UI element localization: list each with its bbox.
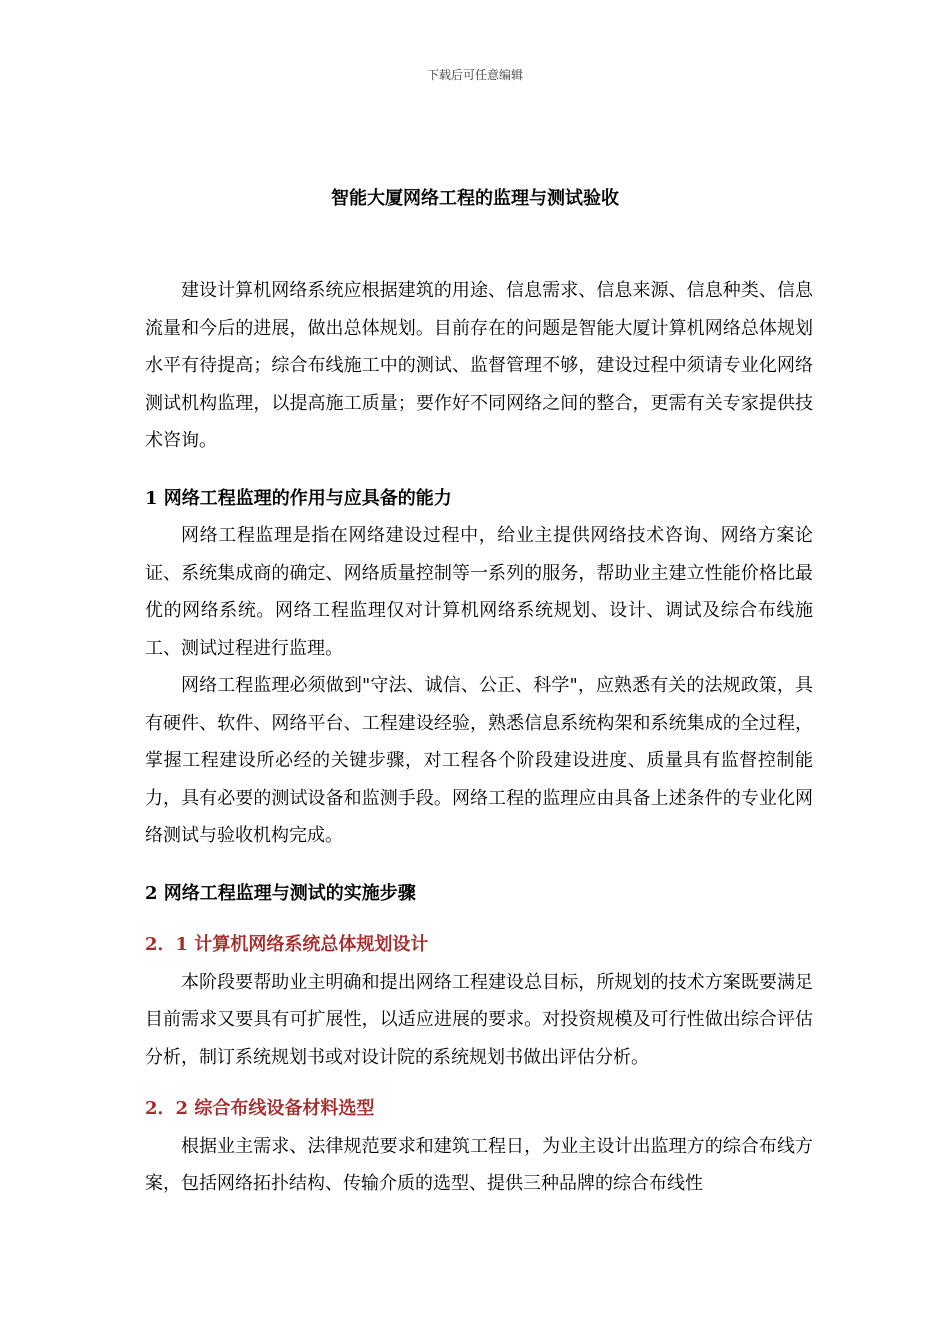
section-2-2-heading: 2．2 综合布线设备材料选型 <box>145 1098 375 1119</box>
section-1-paragraph-2: 网络工程监理必须做到"守法、诚信、公正、科学"，应熟悉有关的法规政策，具有硬件、软件、网络平台、工程建设经验，熟悉信息系统构架和系统集成的全过程，掌握工程建设所必经的关键步骤，对工程各个阶段建设进度、质量具有监督控制能力，具有必要的测试设备和监测手段。网络工程的监理应由具备上述条件的专业化网络测试与验收机构完成。 <box>145 675 813 846</box>
section-2-1-heading: 2．1 计算机网络系统总体规划设计 <box>145 934 429 955</box>
section-2-1-paragraph: 本阶段要帮助业主明确和提出网络工程建设总目标，所规划的技术方案既要满足目前需求又要具有可扩展性，以适应进展的要求。对投资规模及可行性做出综合评估分析，制订系统规划书或对设计院的系统规划书做出评估分析。 <box>145 971 813 1068</box>
document-body <box>145 272 813 1203</box>
section-2-heading: 2 网络工程监理与测试的实施步骤 <box>145 882 416 904</box>
header-note: 下载后可任意编辑 <box>426 68 523 82</box>
section-1-heading: 1 网络工程监理的作用与应具备的能力 <box>145 487 452 509</box>
section-2-2-paragraph: 根据业主需求、法律规范要求和建筑工程日，为业主设计出监理方的综合布线方案，包括网络拓扑结构、传输介质的选型、提供三种品牌的综合布线性 <box>145 1135 813 1194</box>
document-title: 智能大厦网络工程的监理与测试验收 <box>331 188 619 209</box>
intro-paragraph: 建设计算机网络系统应根据建筑的用途、信息需求、信息来源、信息种类、信息流量和今后的进展，做出总体规划。目前存在的问题是智能大厦计算机网络总体规划水平有待提高；综合布线施工中的测试、监督管理不够，建设过程中须请专业化网络测试机构监理，以提高施工质量；要作好不同网络之间的整合，更需有关专家提供技术咨询。 <box>145 280 813 451</box>
section-1-paragraph-1: 网络工程监理是指在网络建设过程中，给业主提供网络技术咨询、网络方案论证、系统集成商的确定、网络质量控制等一系列的服务，帮助业主建立性能价格比最优的网络系统。网络工程监理仅对计算机网络系统规划、设计、调试及综合布线施工、测试过程进行监理。 <box>145 525 813 659</box>
